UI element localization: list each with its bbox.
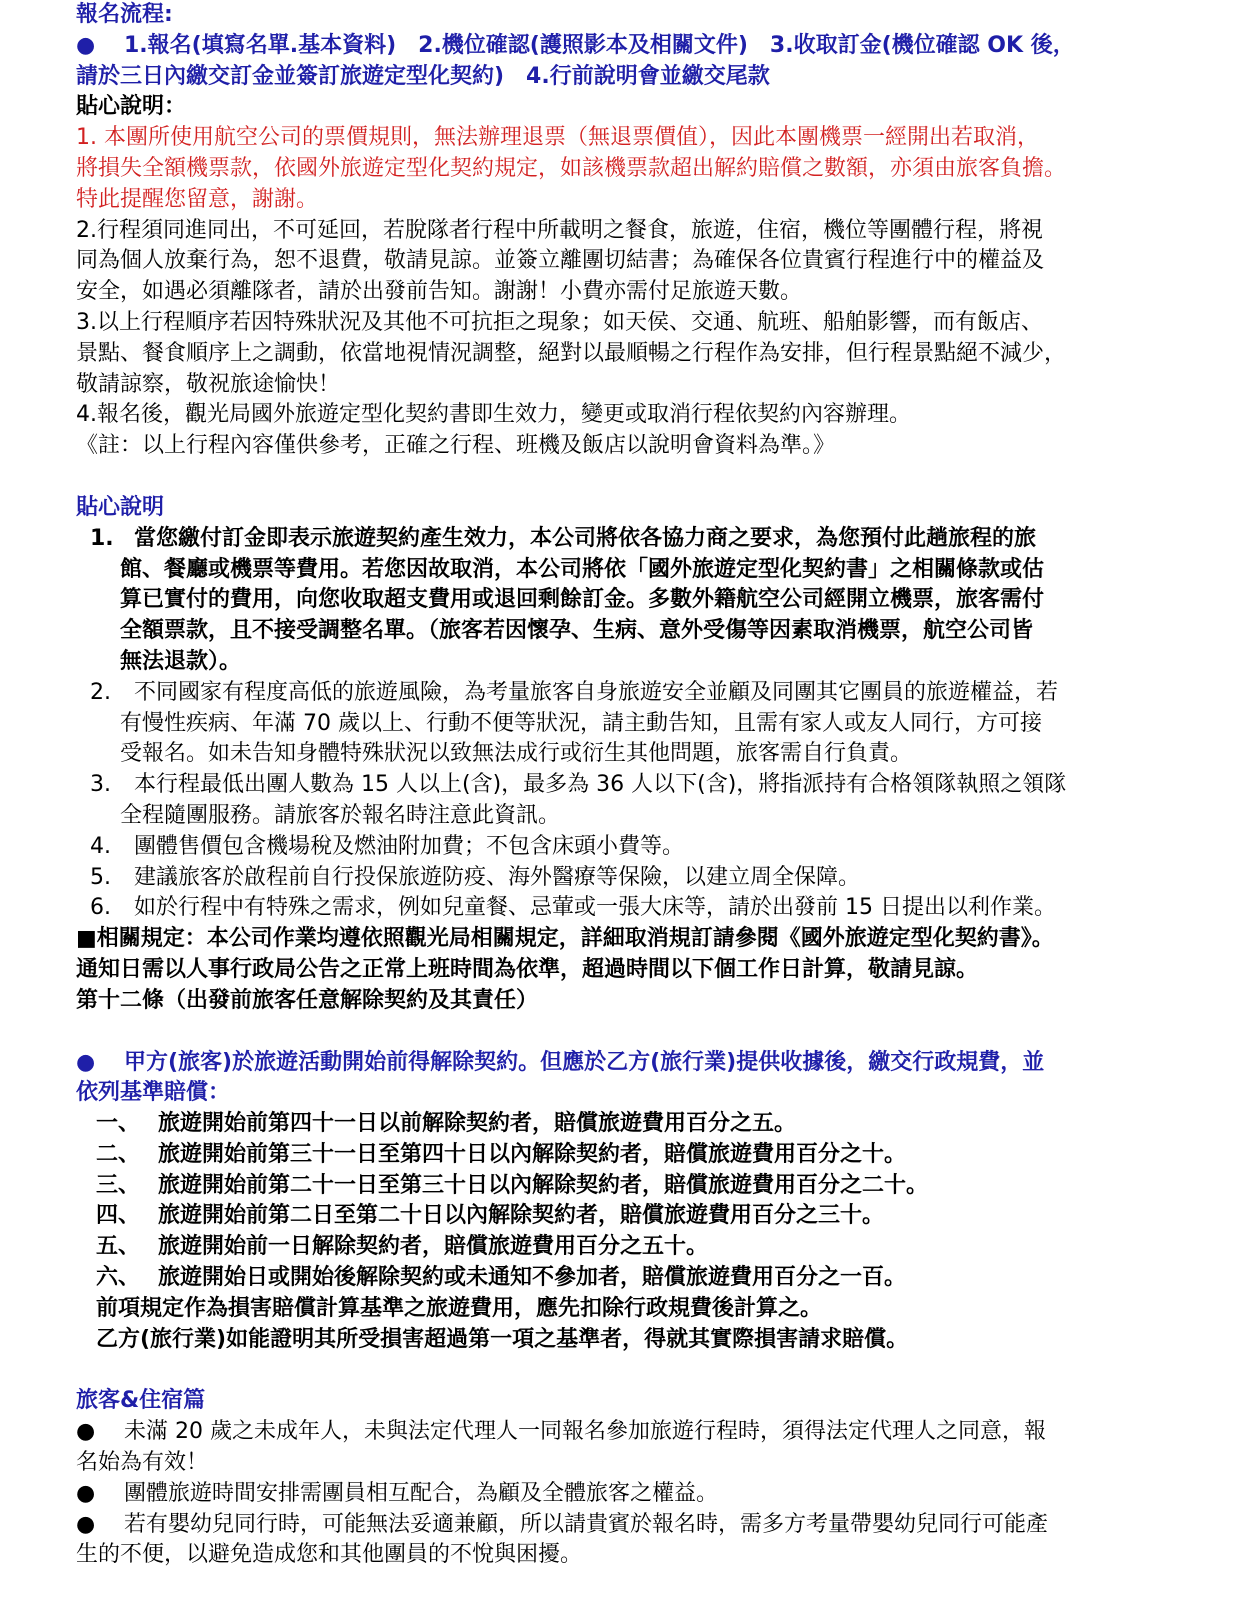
list-item: 2. 不同國家有程度高低的旅遊風險，為考量旅客自身旅遊安全並顧及同團其它團員的旅遊權益，若 有慢性疾病、年滿 70 歲以上、行動不便等狀況，請主動告知，且需有家人或友人同行，方可接 受報名。如未告知身體特殊狀況以致無法成行或衍生其他問題，旅客需自行負責。 — [90, 679, 1059, 767]
registration-line: ● 1.報名(填寫名單.基本資料) 2.機位確認(護照影本及相關文件) 3.收取訂金(機位確認 OK 後， — [76, 31, 1148, 62]
rules-line: ■相關規定：本公司作業均遵依照觀光局相關規定，詳細取消規訂請參閱《國外旅遊定型化契約書》。 — [76, 926, 1054, 952]
registration-section — [76, 0, 1148, 92]
lodging-heading: 旅客&住宿篇 — [76, 1388, 206, 1414]
notes-warning-line: 1. 本團所使用航空公司的票價規則，無法辦理退票（無退票價值），因此本團機票一經開出若取消， — [76, 125, 1039, 151]
notes-line: 3.以上行程順序若因特殊狀況及其他不可抗拒之現象；如天侯、交通、航班、船舶影響，而有飯店、 — [76, 309, 1043, 335]
cancellation-footer: 乙方(旅行業)如能證明其所受損害超過第一項之基準者，得就其實際損害請求賠償。 — [96, 1326, 909, 1352]
cancellation-intro: ● 甲方(旅客)於旅遊活動開始前得解除契約。但應於乙方(旅行業)提供收據後，繳交行政規費，並 — [76, 1048, 1148, 1079]
list-item-continued: 名始為有效！ — [76, 1450, 209, 1476]
spacer — [76, 1017, 1148, 1048]
table-row: 三、 旅遊開始前第二十一日至第三十日以內解除契約者，賠償旅遊費用百分之二十。 — [76, 1171, 1148, 1202]
table-row: 一、 旅遊開始前第四十一日以前解除契約者，賠償旅遊費用百分之五。 — [76, 1109, 1148, 1140]
list-item: ● 未滿 20 歲之未成年人，未與法定代理人一同報名參加旅遊行程時，須得法定代理人之同意，報 — [76, 1417, 1148, 1448]
list-item: 1. 當您繳付訂金即表示旅遊契約產生效力，本公司將依各協力商之要求，為您預付此趟旅程的旅 館、餐廳或機票等費用。若您因故取消，本公司將依「國外旅遊定型化契約書」之相關條款或估 算已實付的費用，向您收取超支費用或退回剩餘訂金。多數外籍航空公司經開立機票，旅客需付 全額票款，且不接受調整名單。（旅客若因懷孕、生病、意外受傷等因素取消機票，航空公司皆 無法退款）。 — [90, 525, 1045, 674]
cancellation-intro: 依列基準賠償： — [76, 1080, 231, 1106]
notes-line: 2.行程須同進同出，不可延回，若脫隊者行程中所載明之餐食，旅遊，住宿，機位等團體行程，將視 — [76, 217, 1043, 243]
table-row: 五、 旅遊開始前一日解除契約者，賠償旅遊費用百分之五十。 — [76, 1232, 1148, 1263]
list-item: 3. 本行程最低出團人數為 15 人以上(含)，最多為 36 人以下(含)，將指派持有合格領隊執照之領隊 全程隨團服務。請旅客於報名時注意此資訊。 — [90, 772, 1067, 828]
notes-warning-line: 特此提醒您留意，謝謝。 — [76, 186, 319, 212]
row-label: 一、 — [96, 1111, 141, 1137]
notes-section-1 — [76, 92, 1148, 462]
spacer — [76, 1355, 1148, 1386]
notes-line: 安全，如遇必須離隊者，請於出發前告知。謝謝！小費亦需付足旅遊天數。 — [76, 279, 803, 305]
notes-line: 《註：以上行程內容僅供參考，正確之行程、班機及飯店以說明會資料為準。》 — [76, 433, 836, 459]
notes-line: 敬請諒察，敬祝旅途愉快！ — [76, 371, 341, 397]
registration-heading: 報名流程: — [76, 2, 173, 27]
list-item-continued: 生的不便，以避免造成您和其他團員的不悅與困擾。 — [76, 1542, 583, 1568]
list-item: ● 團體旅遊時間安排需團員相互配合，為顧及全體旅客之權益。 — [76, 1479, 1148, 1510]
row-label: 四、 — [96, 1203, 141, 1229]
row-label: 六、 — [96, 1265, 141, 1291]
registration-line: 請於三日內繳交訂金並簽訂旅遊定型化契約) 4.行前說明會並繳交尾款 — [76, 63, 770, 89]
notes-line: 4.報名後，觀光局國外旅遊定型化契約書即生效力，變更或取消行程依契約內容辦理。 — [76, 402, 911, 428]
notes-heading: 貼心說明： — [76, 94, 187, 120]
notes-section-2 — [76, 493, 1148, 1017]
list-item: 4. 團體售價包含機場稅及燃油附加費；不包含床頭小費等。 — [76, 832, 1148, 863]
bullet-icon: ● — [76, 1419, 96, 1445]
notes-line: 景點、餐食順序上之調動，依當地視情況調整，絕對以最順暢之行程作為安排，但行程景點絕不減少， — [76, 340, 1067, 366]
spacer — [76, 462, 1148, 493]
list-item: 5. 建議旅客於啟程前自行投保旅遊防疫、海外醫療等保險，以建立周全保障。 — [76, 863, 1148, 894]
list-number: 5. — [90, 864, 111, 890]
list-number: 6. — [90, 895, 111, 921]
bullet-icon: ● — [76, 1480, 96, 1506]
notes-heading: 貼心說明 — [76, 494, 165, 520]
row-label: 三、 — [96, 1172, 141, 1198]
row-label: 五、 — [96, 1234, 141, 1260]
list-number: 2. — [90, 679, 111, 705]
list-item: 6. 如於行程中有特殊之需求，例如兒童餐、忌葷或一張大床等，請於出發前 15 日提出以利作業。 — [76, 893, 1148, 924]
document-page — [76, 0, 1148, 1571]
bullet-icon: ● — [76, 1511, 96, 1537]
list-number: 1. — [90, 525, 114, 551]
bullet-icon: ● — [76, 1049, 96, 1075]
cancellation-section — [76, 1048, 1148, 1356]
table-row: 六、 旅遊開始日或開始後解除契約或未通知不參加者，賠償旅遊費用百分之一百。 — [76, 1263, 1148, 1294]
row-label: 二、 — [96, 1141, 141, 1167]
lodging-section — [76, 1386, 1148, 1571]
table-row: 二、 旅遊開始前第三十一日至第四十日以內解除契約者，賠償旅遊費用百分之十。 — [76, 1140, 1148, 1171]
notes-line: 同為個人放棄行為，恕不退費，敬請見諒。並簽立離團切結書；為確保各位貴賓行程進行中的權益及 — [76, 248, 1045, 274]
bullet-icon: ● — [76, 32, 96, 58]
table-row: 四、 旅遊開始前第二日至第二十日以內解除契約者，賠償旅遊費用百分之三十。 — [76, 1201, 1148, 1232]
list-number: 3. — [90, 772, 111, 798]
notes-warning-line: 將損失全額機票款，依國外旅遊定型化契約規定，如該機票款超出解約賠償之數額，亦須由旅客負擔。 — [76, 155, 1067, 181]
list-number: 4. — [90, 833, 111, 859]
rules-line: 通知日需以人事行政局公告之正常上班時間為依準，超過時間以下個工作日計算，敬請見諒。 — [76, 956, 979, 982]
rules-line: 第十二條（出發前旅客任意解除契約及其責任） — [76, 987, 539, 1013]
list-item: ● 若有嬰幼兒同行時，可能無法妥適兼顧，所以請貴賓於報名時，需多方考量帶嬰幼兒同行可能產 — [76, 1510, 1148, 1541]
cancellation-footer: 前項規定作為損害賠償計算基準之旅遊費用，應先扣除行政規費後計算之。 — [96, 1295, 823, 1321]
